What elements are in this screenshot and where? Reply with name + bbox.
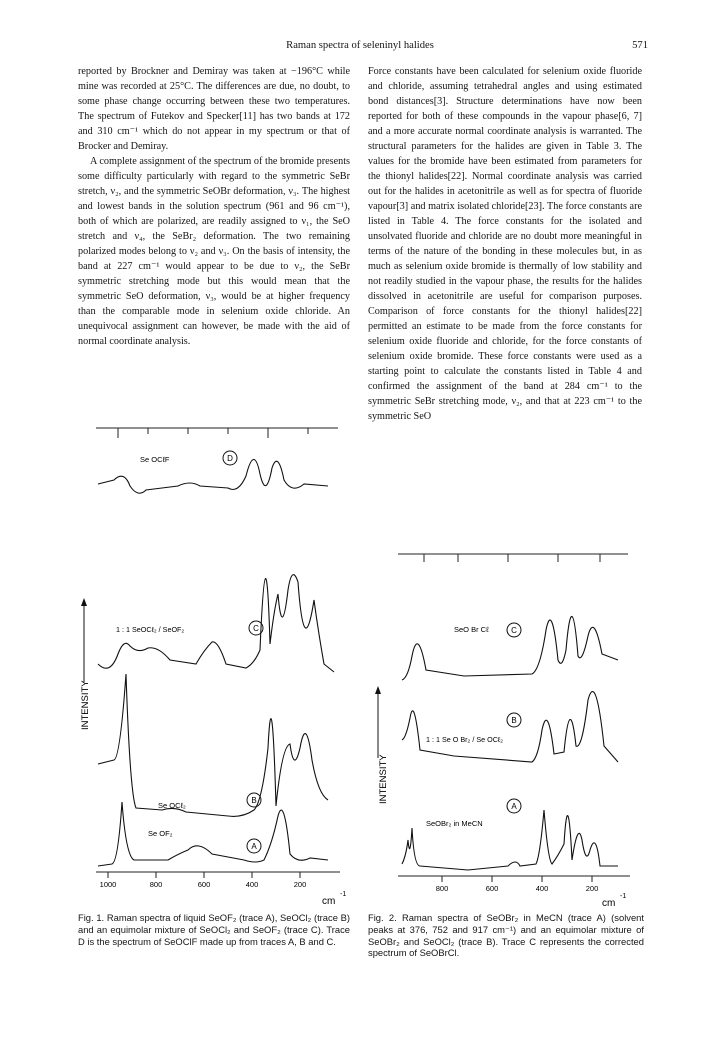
y-axis-label: INTENSITY bbox=[80, 680, 91, 730]
x-axis-unit-exponent: -1 bbox=[340, 891, 347, 898]
trace-c-label: SeO Br Cℓ bbox=[454, 625, 489, 634]
right-column bbox=[368, 64, 642, 424]
paragraph: Force constants have been calculated for selenium oxide fluoride and chloride, assuming tetrahedral angles and using estimated bond distances[3]. Structure determinations have now been reported for both of these compounds in the vapour phase[6, 7] and a more accurate normal coordinate analysis is warranted. The structural parameters for the halides are given in Table 3. The values for the bromide have been estimated from parameters for the thionyl halides[22]. Normal coordinate analysis was carried out for the halides in acetonitrile as well as for spectra of fluoride vapour[3] and matrix isolated chloride[23]. The force constants are listed in Table 4. The force constants for the isolated and unsolvated fluoride and chloride are no doubt more meaningful in terms of the nature of the bonding in these molecules but, in as much as selenium oxide bromide is thermally of low stability and not readily studied in the vapour phase, the results for the halides dissolved in acetonitrile are useful for comparison purposes. Comparison of force constants for the thionyl halides[22] permitted an estimate to be made from the force constants for selenium oxide fluoride and chloride, for the force constants of selenium oxide bromide. These force constants were used as a starting point to calculate the constants listed in Table 4 and confirmed the assignment of the band at 284 cm⁻¹ to the symmetric SeBr stretching mode, ν₂, and that at 223 cm⁻¹ to the symmetric SeO bbox=[368, 66, 642, 422]
x-tick-label: 800 bbox=[435, 884, 449, 893]
x-tick-label: 600 bbox=[485, 884, 499, 893]
y-axis-label: INTENSITY bbox=[378, 754, 389, 804]
trace-d-badge-text: D bbox=[227, 454, 233, 463]
trace-d-line bbox=[98, 459, 328, 493]
page-number: 571 bbox=[632, 40, 648, 51]
trace-b-line bbox=[402, 692, 618, 762]
trace-c-line bbox=[98, 575, 334, 672]
x-tick-label: 200 bbox=[293, 880, 307, 889]
trace-a-line bbox=[98, 802, 328, 866]
trace-c-badge-text: C bbox=[253, 624, 259, 633]
paragraph: A complete assignment of the spectrum of the bromide presents some difficulty particularly with regard to the symmetric SeBr stretch, ν₂, and the symmetric SeOBr deformation, ν₃. The highest and lowest bands in the solution spectrum (961 and 96 cm⁻¹), both of which are polarized, are readily assigned to ν₁, the SeO stretch and ν₄, the SeBr₂ deformation. The two remaining polarized modes belong to ν₂ and ν₃. On the basis of intensity, the band at 227 cm⁻¹ would appear to be due to ν₂, the SeBr symmetric stretching mode but this would mean that the symmetric SeO deformation, ν₃, would be at higher frequency than the comparable mode in selenium oxide chloride. An unequivocal assignment can however, be made with the aid of normal coordinate analysis. bbox=[78, 156, 350, 347]
trace-a-label: Se OF₂ bbox=[148, 829, 173, 838]
trace-c-line bbox=[402, 616, 618, 680]
trace-b-line bbox=[98, 674, 328, 816]
trace-a-badge-text: A bbox=[511, 802, 517, 811]
trace-b-badge-text: B bbox=[251, 796, 257, 805]
figure-1-caption: Fig. 1. Raman spectra of liquid SeOF₂ (trace A), SeOCl₂ (trace B) and an equimolar mixture of SeOCl₂ and SeOF₂ (trace C). Trace D is the spectrum of SeOClF made up from traces A, B and C. bbox=[78, 912, 350, 947]
x-tick-label: 200 bbox=[585, 884, 599, 893]
x-axis-unit: cm bbox=[322, 896, 336, 907]
trace-b-badge-text: B bbox=[511, 716, 517, 725]
x-axis-unit-exponent: -1 bbox=[620, 893, 627, 900]
figure-2-caption: Fig. 2. Raman spectra of SeOBr₂ in MeCN (trace A) (solvent peaks at 376, 752 and 917 cm⁻¹) and an equimolar mixture of SeOBr₂ and SeOCl₂ (trace B). Trace C represents the corrected spectrum of SeOBrCl. bbox=[368, 912, 644, 959]
running-title: Raman spectra of seleninyl halides bbox=[286, 40, 434, 51]
x-tick-label: 600 bbox=[197, 880, 211, 889]
trace-c-badge-text: C bbox=[511, 626, 517, 635]
x-tick-label: 1000 bbox=[99, 880, 117, 889]
figure-2 bbox=[368, 540, 658, 908]
trace-b-label: Se OCℓ₂ bbox=[158, 801, 186, 810]
x-axis-unit: cm bbox=[602, 898, 616, 908]
x-tick-label: 400 bbox=[535, 884, 549, 893]
trace-c-label: 1 : 1 SeOCℓ₂ / SeOF₂ bbox=[116, 625, 185, 634]
running-header bbox=[0, 40, 720, 56]
trace-a-badge-text: A bbox=[251, 842, 257, 851]
left-column bbox=[78, 64, 350, 349]
trace-b-label: 1 : 1 Se O Br₂ / Se OCℓ₂ bbox=[426, 735, 504, 744]
trace-a-label: SeOBr₂ in MeCN bbox=[426, 819, 483, 828]
trace-d-label: Se OCℓF bbox=[140, 455, 170, 464]
figure-1 bbox=[78, 414, 368, 909]
x-tick-label: 800 bbox=[149, 880, 163, 889]
paragraph: reported by Brockner and Demiray was taken at −196°C while mine was recorded at 25°C. The differences are due, no doubt, to some phase change occurring between these two temperatures. The spectrum of Futekov and Specker[11] has two bands at 172 and 310 cm⁻¹ which do not appear in my spectrum or that of Brocker and Demiray. bbox=[78, 66, 350, 152]
x-tick-label: 400 bbox=[245, 880, 259, 889]
